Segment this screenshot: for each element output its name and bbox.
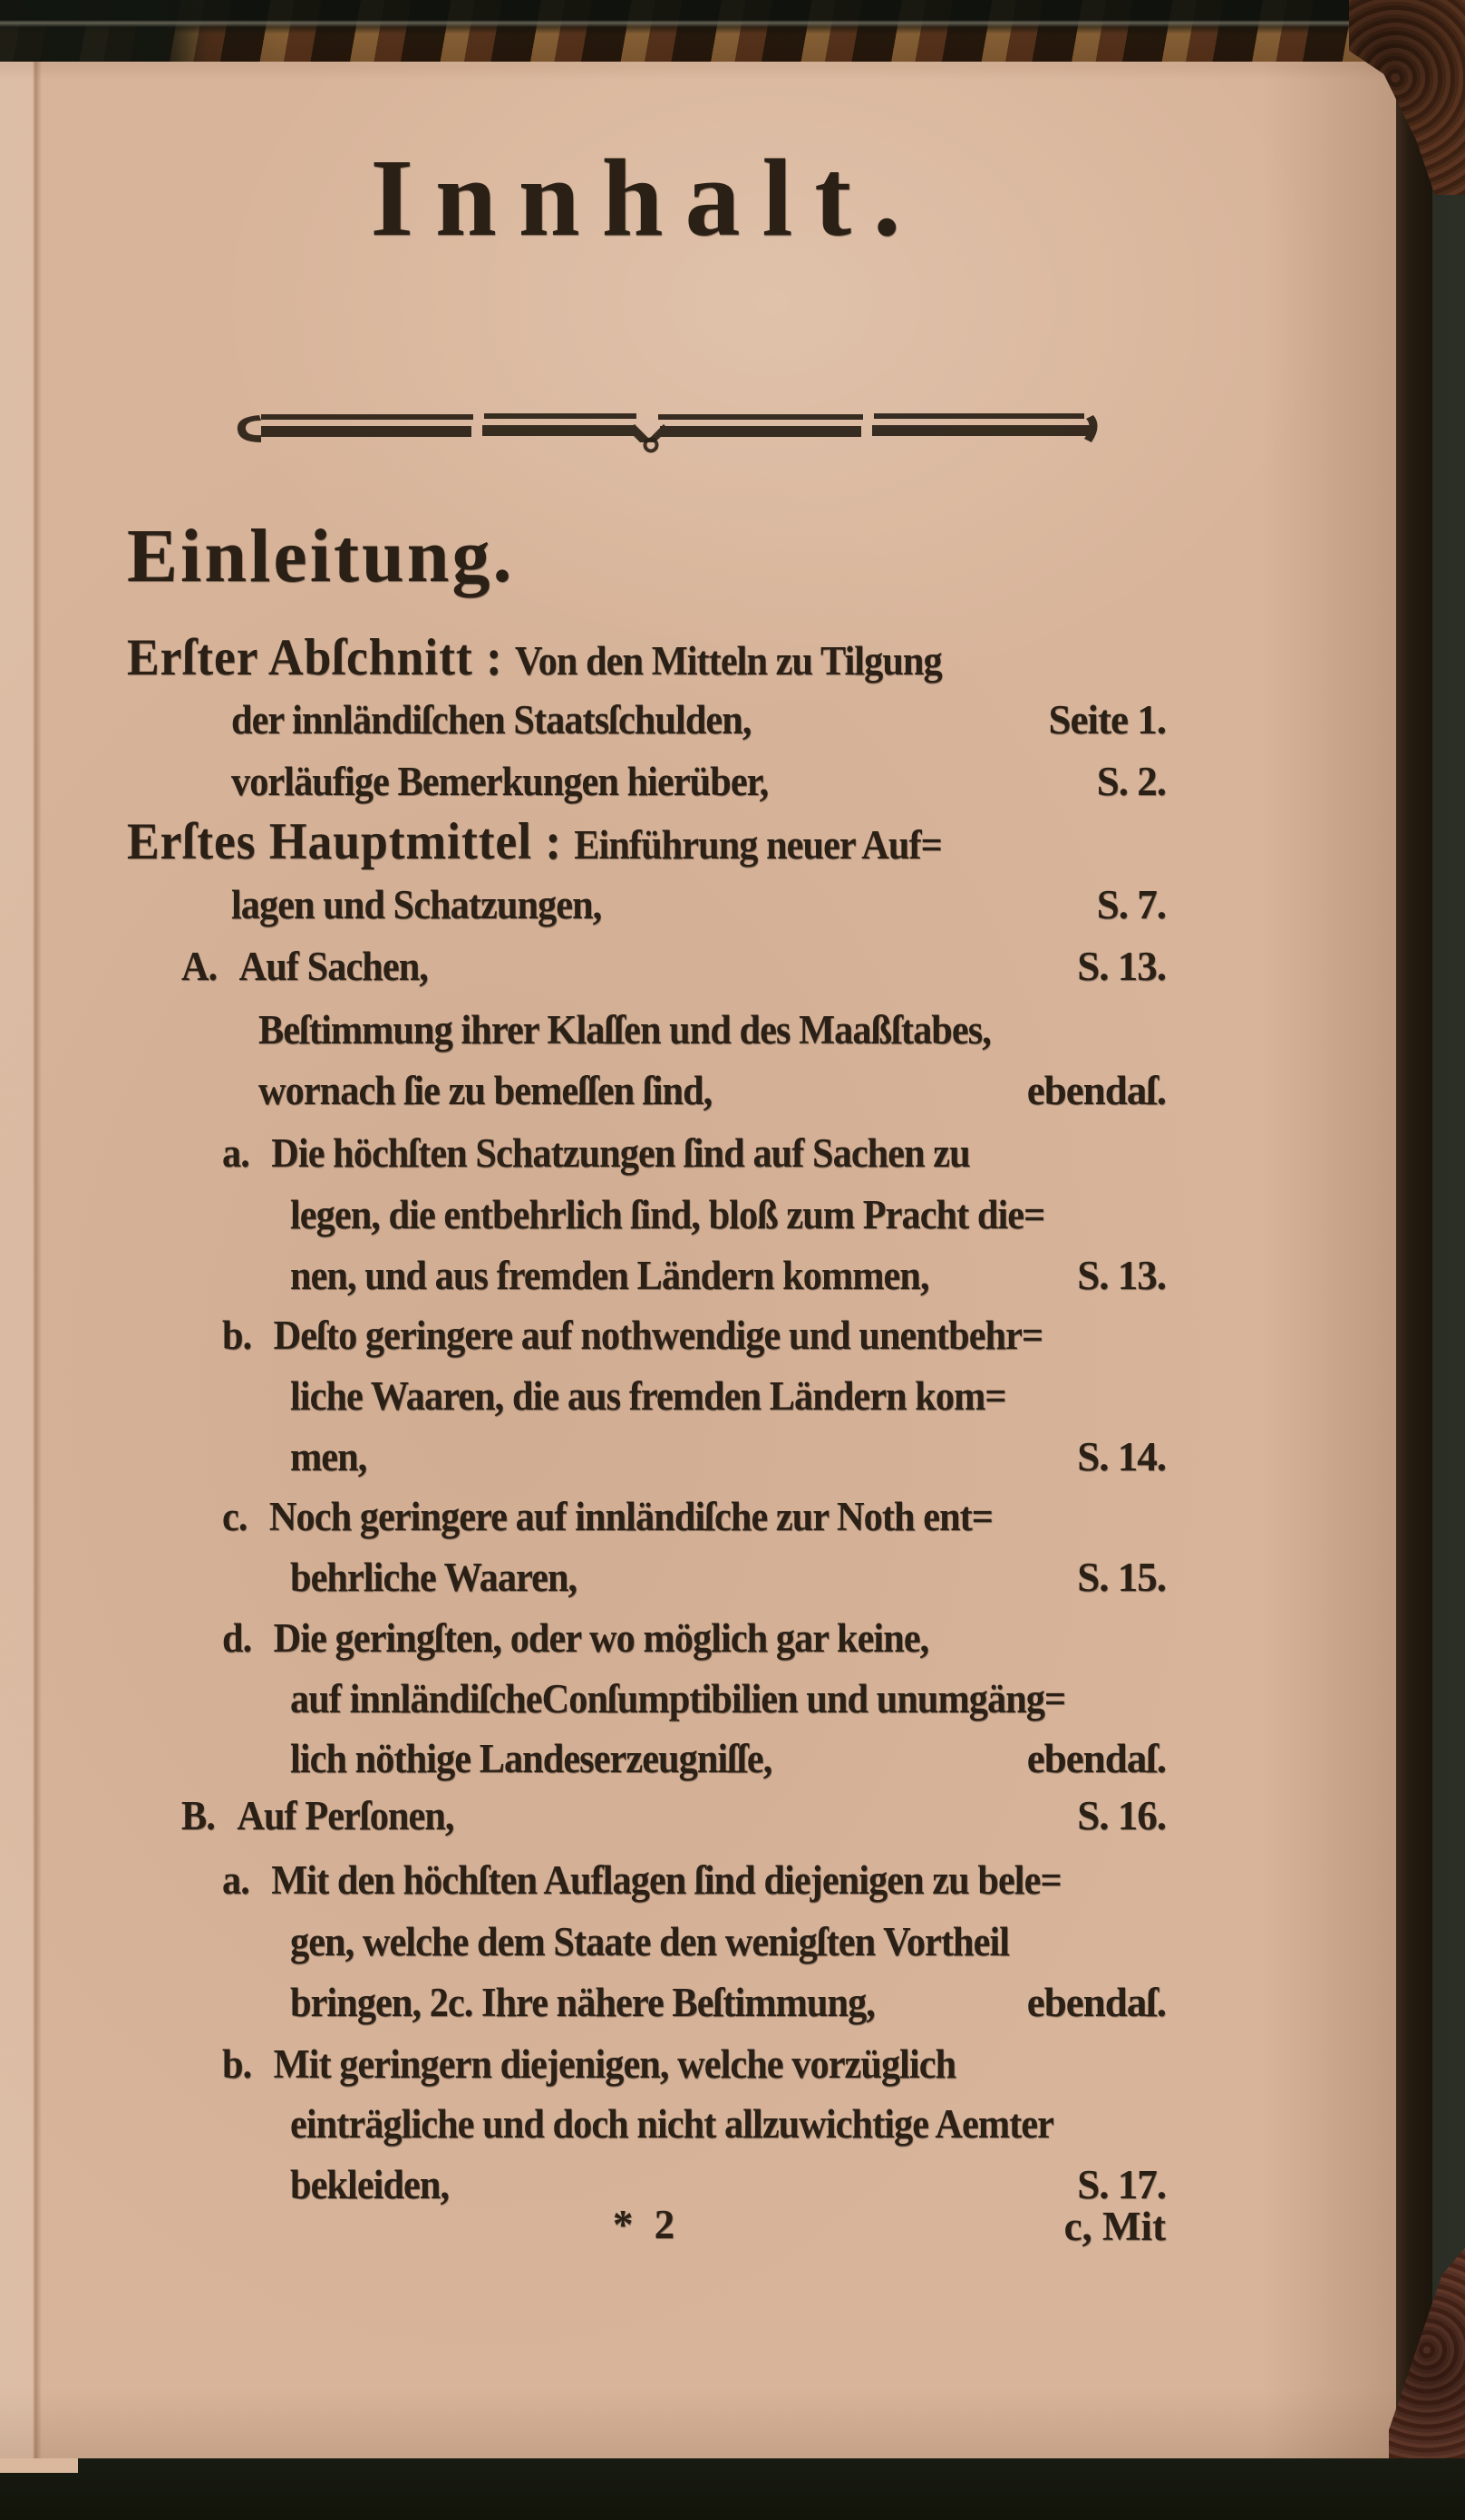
- entry-marker: c.: [222, 1494, 247, 1539]
- entry-marker: d.: [222, 1615, 252, 1661]
- toc-line-text: [258, 1067, 712, 1114]
- signature-mark: * 2: [612, 2202, 681, 2247]
- toc-line-text: [290, 1735, 771, 1782]
- toc-line: [290, 1918, 1166, 1965]
- toc-line: [181, 943, 1166, 990]
- entry-text: Mit geringern diejenigen, welche vorzüglich: [273, 2041, 956, 2087]
- toc-line-text: [290, 1433, 366, 1480]
- entry-text: Die geringſten, oder wo möglich gar keine,: [273, 1615, 929, 1661]
- page-ref: Seite 1.: [1048, 697, 1166, 742]
- entry-text: Auf Perſonen,: [237, 1793, 454, 1838]
- toc-line-text: [290, 2100, 1053, 2147]
- toc-line-text: [290, 1554, 577, 1601]
- page-ref: S. 16.: [1077, 1793, 1166, 1838]
- entry-text: Mit den höchſten Auflagen ſind diejenigen zu bele=: [271, 1857, 1062, 1903]
- toc-line: [290, 1191, 1166, 1238]
- section-heading: Einleitung.: [127, 514, 515, 598]
- toc-line: [222, 1856, 1166, 1904]
- toc-line: [222, 1129, 1166, 1177]
- page-ref: S. 15.: [1077, 1555, 1166, 1600]
- entry-marker: a.: [222, 1857, 249, 1903]
- toc-line-text: [231, 881, 601, 928]
- toc-line: [222, 1614, 1166, 1662]
- entry-text: Noch geringere auf innländiſche zur Noth ent=: [268, 1494, 993, 1539]
- toc-line-text: [290, 1979, 875, 2026]
- toc-line: [290, 1675, 1166, 1722]
- toc-line-text: [181, 1792, 454, 1839]
- entry-text: einträgliche und doch nicht allzuwichtige Aemter: [290, 2101, 1053, 2147]
- page-ref: ebendaſ.: [1026, 1980, 1166, 2025]
- toc-line: [290, 1372, 1166, 1420]
- toc-line-text: [222, 1493, 993, 1540]
- toc-line-text: [258, 1006, 991, 1053]
- entry-text: nen, und aus fremden Ländern kommen,: [290, 1253, 929, 1298]
- toc-line: [222, 1493, 1166, 1540]
- toc-line-text: [231, 758, 768, 805]
- entry-text: lagen und Schatzungen,: [231, 882, 602, 927]
- page-ref: S. 2.: [1096, 759, 1166, 804]
- toc-line: [222, 2040, 1166, 2088]
- entry-text: wornach ſie zu bemeſſen ſind,: [258, 1068, 713, 1113]
- entry-text: bringen, 2c. Ihre nähere Beſtimmung,: [290, 1980, 875, 2025]
- entry-text: gen, welche dem Staate den wenigſten Vortheil: [290, 1919, 1010, 1964]
- entry-marker: b.: [222, 2041, 252, 2087]
- toc-line-text: [127, 813, 942, 870]
- page-ref: S. 14.: [1077, 1434, 1166, 1479]
- toc-line-text: [222, 1312, 1043, 1359]
- toc-line: [231, 881, 1166, 928]
- page-ref: S. 7.: [1096, 882, 1166, 927]
- page-ref: S. 17.: [1077, 2162, 1166, 2207]
- page-ref: ebendaſ.: [1026, 1736, 1166, 1781]
- entry-text: vorläufige Bemerkungen hierüber,: [231, 759, 769, 804]
- toc-line: [290, 1979, 1166, 2026]
- entry-text: auf innländiſcheConſumptibilien und unumgäng=: [290, 1676, 1066, 1721]
- entry-text: behrliche Waaren,: [290, 1555, 577, 1600]
- toc-line: [222, 1312, 1166, 1359]
- entry-marker: B.: [181, 1793, 215, 1838]
- toc-line: [290, 1554, 1166, 1601]
- toc-line-text: [222, 1856, 1062, 1904]
- rule-ornament-graphic: [228, 402, 1101, 455]
- page-footer: [127, 2201, 1166, 2255]
- page-ref: S. 13.: [1077, 944, 1166, 989]
- toc-line-text: [222, 2040, 956, 2088]
- entry-heading: Erſter Abſchnitt :: [127, 629, 503, 686]
- toc-line-text: [222, 1614, 928, 1662]
- entry-text: men,: [290, 1434, 367, 1479]
- toc-line-text: [290, 1918, 1009, 1965]
- toc-line: [290, 1735, 1166, 1782]
- entry-text: liche Waaren, die aus fremden Ländern kom=: [290, 1373, 1006, 1419]
- toc-line: [127, 813, 1166, 870]
- page-title: Innhalt.: [370, 137, 923, 259]
- toc-line: [258, 1006, 1166, 1053]
- catchword: c, Mit: [1063, 2204, 1166, 2249]
- entry-text: bekleiden,: [290, 2162, 450, 2207]
- entry-text: Beſtimmung ihrer Klaſſen und des Maaßſtabes,: [258, 1007, 991, 1052]
- entry-heading: Erſtes Hauptmittel :: [127, 813, 563, 870]
- toc-line-text: [222, 1129, 970, 1177]
- entry-text: Die höchſten Schatzungen ſind auf Sachen zu: [271, 1130, 970, 1176]
- entry-text: lich nöthige Landeserzeugniſſe,: [290, 1736, 772, 1781]
- toc-line-text: [290, 1675, 1065, 1722]
- toc-line-text: [290, 1191, 1044, 1238]
- toc-line: [290, 1252, 1166, 1299]
- entry-text: legen, die entbehrlich ſind, bloß zum Pracht die=: [290, 1192, 1045, 1237]
- entry-text: der innländiſchen Staatsſchulden,: [231, 697, 752, 742]
- entry-text: Von den Mitteln zu Tilgung: [514, 638, 942, 683]
- toc-line-text: [290, 1252, 929, 1299]
- page-ref: ebendaſ.: [1026, 1068, 1166, 1113]
- toc-line: [231, 758, 1166, 805]
- entry-text: Deſto geringere auf nothwendige und unentbehr=: [273, 1313, 1043, 1358]
- decorative-rule: [228, 402, 1101, 455]
- toc-line: [127, 629, 1166, 686]
- toc-line-text: [127, 629, 942, 686]
- toc-line: [231, 696, 1166, 743]
- entry-marker: a.: [222, 1130, 249, 1176]
- toc-line-text: [181, 943, 428, 990]
- toc-line: [258, 1067, 1166, 1114]
- entry-text: Auf Sachen,: [238, 944, 428, 989]
- page-ref: S. 13.: [1077, 1253, 1166, 1298]
- entry-marker: b.: [222, 1313, 252, 1358]
- toc-line: [181, 1792, 1166, 1839]
- toc-line-text: [231, 696, 752, 743]
- entry-text: Einführung neuer Auf=: [574, 822, 942, 867]
- toc-line: [290, 2100, 1166, 2147]
- toc-line-text: [290, 1372, 1006, 1420]
- entry-marker: A.: [181, 944, 218, 989]
- toc-line: [290, 1433, 1166, 1480]
